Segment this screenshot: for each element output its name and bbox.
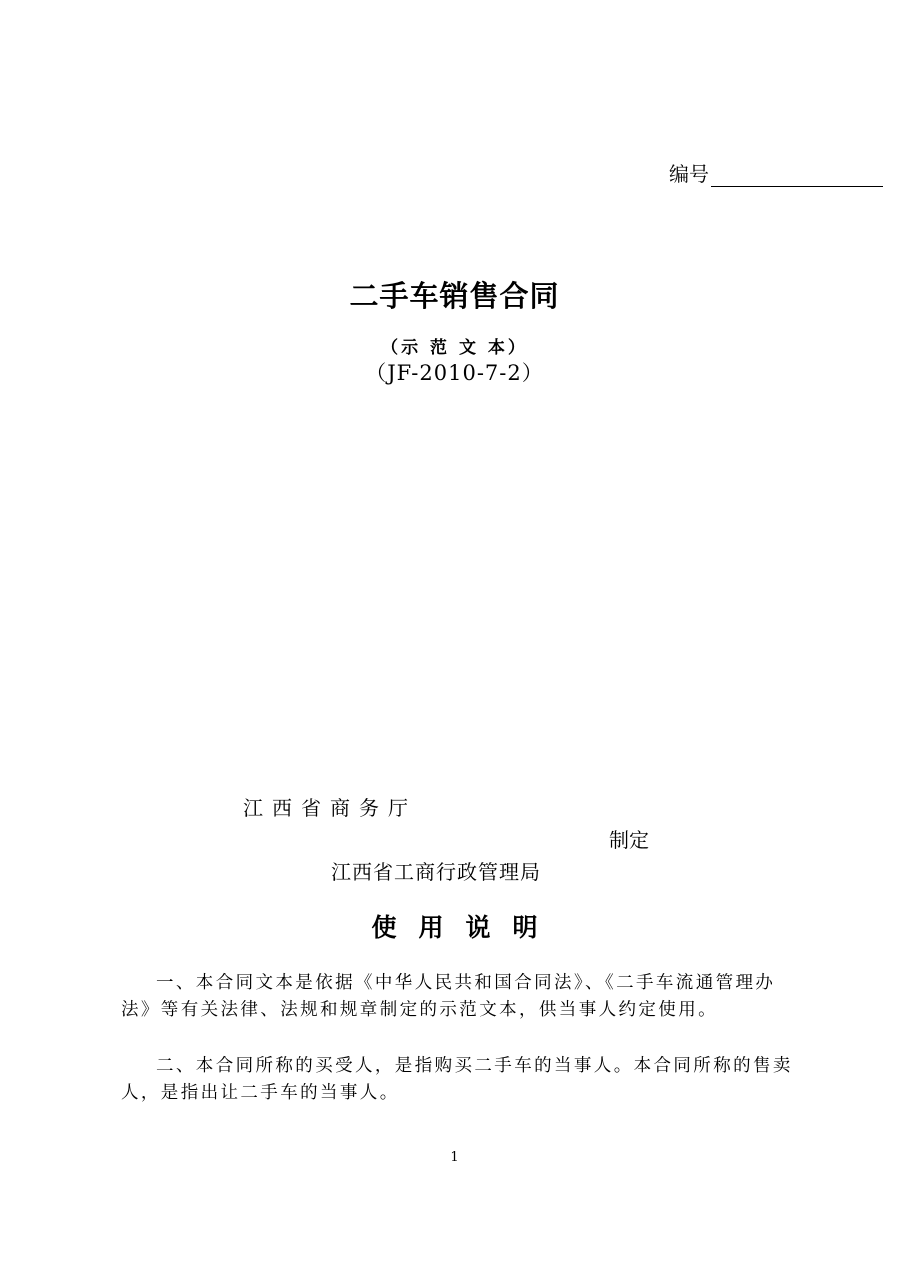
instruction-paragraph-2: 二、本合同所称的买受人，是指购买二手车的当事人。本合同所称的售卖人，是指出让二手车的当事人。 (121, 1056, 793, 1103)
issuer-made-label: 制定 (609, 828, 649, 852)
instruction-paragraph-1: 一、本合同文本是依据《中华人民共和国合同法》、《二手车流通管理办法》等有关法律、法规和规章制定的示范文本，供当事人约定使用。 (121, 973, 776, 1020)
instructions-heading: 使用说明 (371, 913, 560, 942)
contract-number-field (669, 158, 883, 187)
issuer-commerce-department: 江西省商务厅 (243, 796, 417, 820)
document-code: （JF-2010-7-2） (365, 361, 544, 385)
document-subtitle: （示 范 文 本） (381, 338, 528, 358)
document-title: 二手车销售合同 (349, 279, 560, 313)
issuer-industry-commerce-bureau: 江西省工商行政管理局 (331, 860, 541, 884)
page-number: 1 (450, 1150, 459, 1165)
contract-number-blank-line (711, 164, 883, 187)
contract-number-label: 编号 (669, 162, 709, 186)
